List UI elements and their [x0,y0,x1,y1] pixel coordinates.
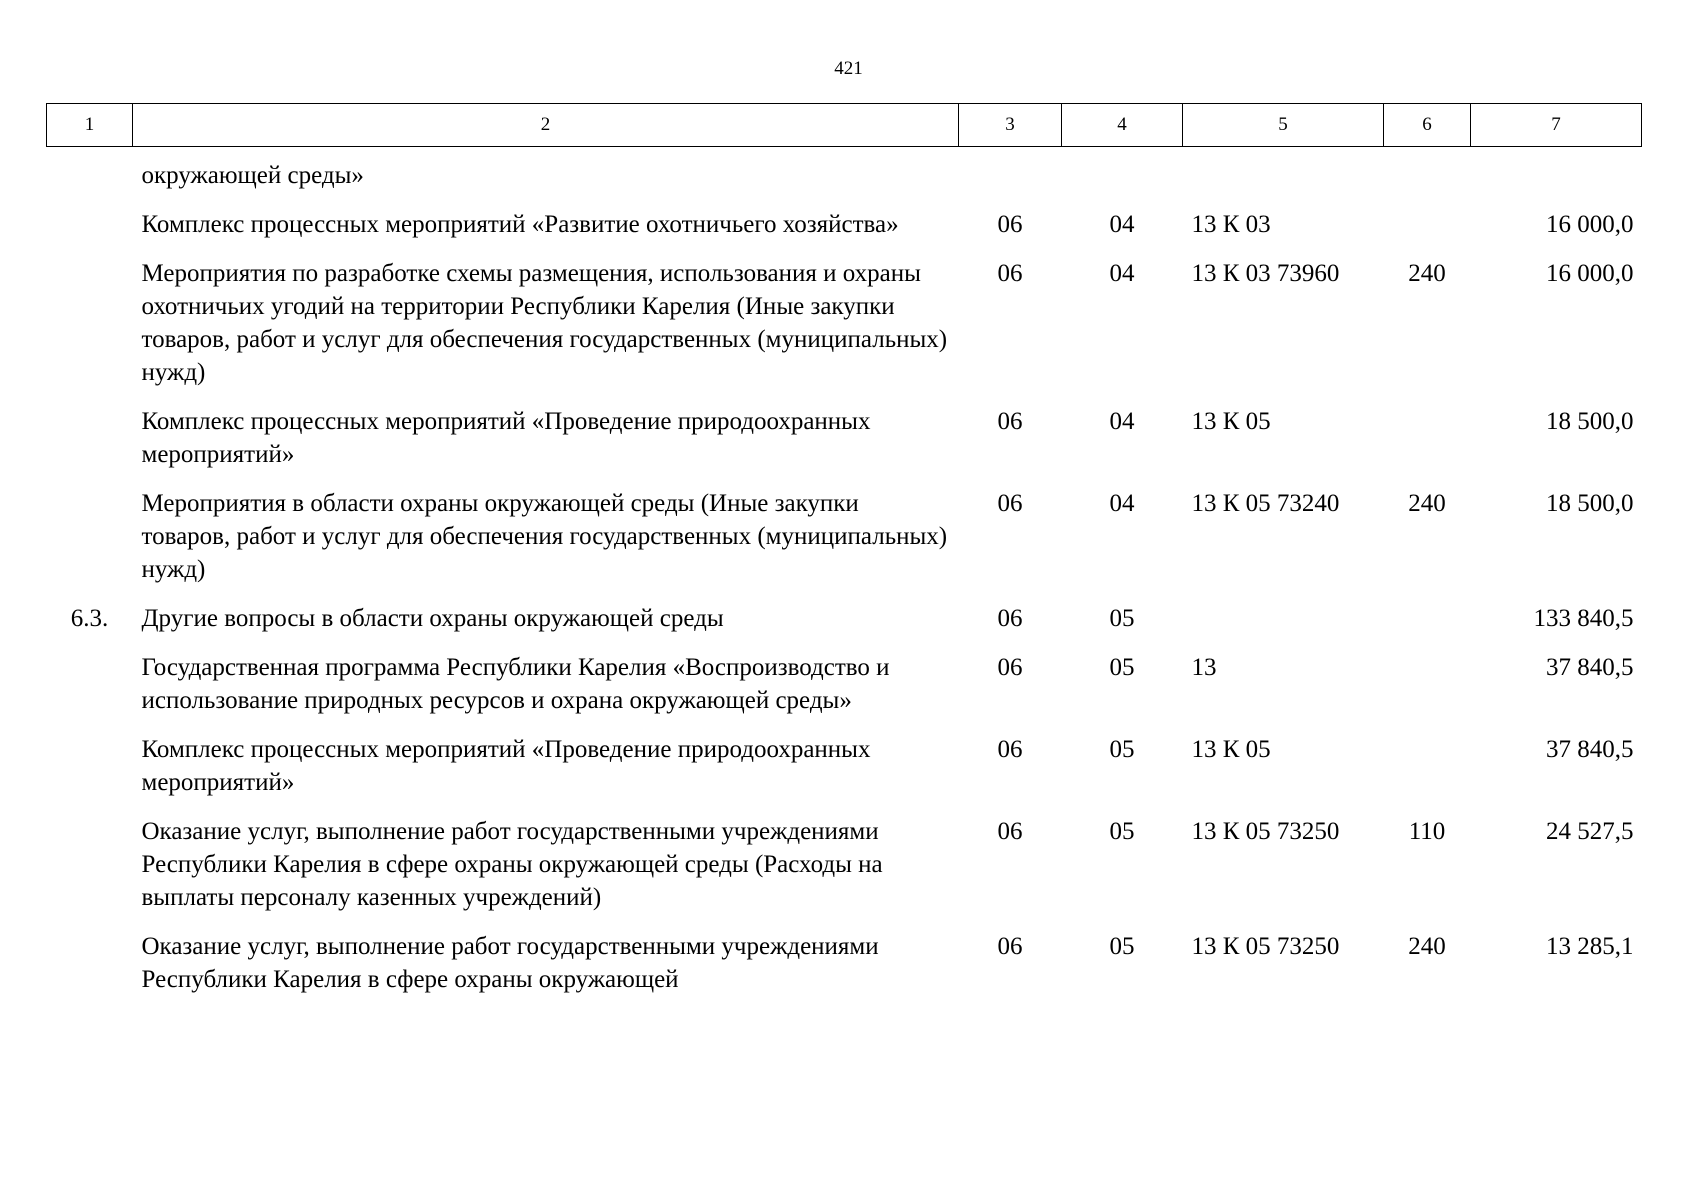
table-row [47,147,1642,209]
page-number: 421 [834,58,863,79]
row-amount: 18 500,0 [1546,408,1634,435]
row-name: Комплекс процессных мероприятий «Проведение природоохранных мероприятий» [141,736,871,796]
table-body [47,147,1642,1013]
row-section-code: 06 [997,736,1023,763]
row-number [47,208,133,257]
header-col-7: 7 [1471,104,1642,147]
row-number [47,147,133,209]
row-number [47,487,133,602]
table-header [47,104,1642,147]
row-expense-type [1384,602,1471,651]
header-col-2: 2 [133,104,959,147]
row-amount: 24 527,5 [1546,818,1634,845]
row-name: Государственная программа Республики Карелия «Воспроизводство и использование природных ресурсов и охрана окружающей среды» [141,654,890,714]
row-target-code: 13 К 05 73250 [1191,818,1340,845]
row-amount: 133 840,5 [1533,605,1634,632]
row-number: 6.3. [70,605,109,632]
row-amount: 13 285,1 [1546,933,1634,960]
row-subsection-code: 05 [1109,818,1135,845]
row-section-code: 06 [997,408,1023,435]
row-expense-type [1384,405,1471,487]
header-col-1: 1 [47,104,133,147]
row-section-code: 06 [997,490,1023,517]
row-number [47,733,133,815]
row-number [47,930,133,1012]
row-section-code [959,147,1062,209]
table-row [47,405,1642,487]
row-subsection-code: 05 [1109,605,1135,632]
row-target-code: 13 К 05 73240 [1191,490,1340,517]
row-name: Комплекс процессных мероприятий «Развитие охотничьего хозяйства» [141,211,899,238]
row-subsection-code: 04 [1109,260,1135,287]
row-name: Оказание услуг, выполнение работ государственными учреждениями Республики Карелия в сфере охраны окружающей [141,933,879,993]
table-row [47,257,1642,405]
row-target-code: 13 К 03 [1191,211,1271,238]
row-subsection-code [1062,147,1183,209]
row-name: окружающей среды» [141,162,364,189]
row-amount: 18 500,0 [1546,490,1634,517]
row-subsection-code: 05 [1109,933,1135,960]
row-section-code: 06 [997,211,1023,238]
table-row [47,602,1642,651]
row-expense-type [1384,147,1471,209]
row-subsection-code: 05 [1109,736,1135,763]
row-target-code: 13 К 05 [1191,408,1271,435]
table-row [47,930,1642,1012]
row-number [47,815,133,930]
row-amount [1471,147,1642,209]
table-row [47,815,1642,930]
row-amount: 37 840,5 [1546,654,1634,681]
table-row [47,651,1642,733]
header-row [47,104,1642,147]
row-expense-type [1384,651,1471,733]
row-target-code [1183,147,1384,209]
row-amount: 16 000,0 [1546,260,1634,287]
row-name: Другие вопросы в области охраны окружающей среды [141,605,724,632]
header-col-4: 4 [1062,104,1183,147]
row-expense-type: 240 [1408,933,1446,960]
row-subsection-code: 04 [1109,211,1135,238]
row-number [47,257,133,405]
row-section-code: 06 [997,605,1023,632]
row-expense-type [1384,208,1471,257]
row-target-code: 13 К 03 73960 [1191,260,1340,287]
row-amount: 37 840,5 [1546,736,1634,763]
row-expense-type: 240 [1408,260,1446,287]
row-target-code: 13 К 05 73250 [1191,933,1340,960]
row-name: Мероприятия по разработке схемы размещения, использования и охраны охотничьих угодий на территории Республики Карелия (Иные закупки товаров, работ и услуг для обеспечения государственных (муниципальных) нужд) [141,260,948,386]
row-target-code: 13 К 05 [1191,736,1271,763]
header-col-6: 6 [1384,104,1471,147]
table-row [47,208,1642,257]
row-subsection-code: 05 [1109,654,1135,681]
row-section-code: 06 [997,933,1023,960]
row-section-code: 06 [997,818,1023,845]
row-number [47,651,133,733]
row-target-code: 13 [1191,654,1217,681]
row-number [47,405,133,487]
row-name: Комплекс процессных мероприятий «Проведение природоохранных мероприятий» [141,408,871,468]
row-target-code [1183,602,1384,651]
row-section-code: 06 [997,654,1023,681]
row-expense-type: 110 [1408,818,1446,845]
row-name: Мероприятия в области охраны окружающей среды (Иные закупки товаров, работ и услуг для обеспечения государственных (муниципальных) нужд) [141,490,948,583]
row-amount: 16 000,0 [1546,211,1634,238]
row-section-code: 06 [997,260,1023,287]
table-row [47,733,1642,815]
row-subsection-code: 04 [1109,490,1135,517]
header-col-5: 5 [1183,104,1384,147]
table-row [47,487,1642,602]
row-expense-type [1384,733,1471,815]
row-name: Оказание услуг, выполнение работ государственными учреждениями Республики Карелия в сфере охраны окружающей среды (Расходы на выплаты персоналу казенных учреждений) [141,818,883,911]
header-col-3: 3 [959,104,1062,147]
row-expense-type: 240 [1408,490,1446,517]
budget-table [46,103,1642,1012]
row-subsection-code: 04 [1109,408,1135,435]
